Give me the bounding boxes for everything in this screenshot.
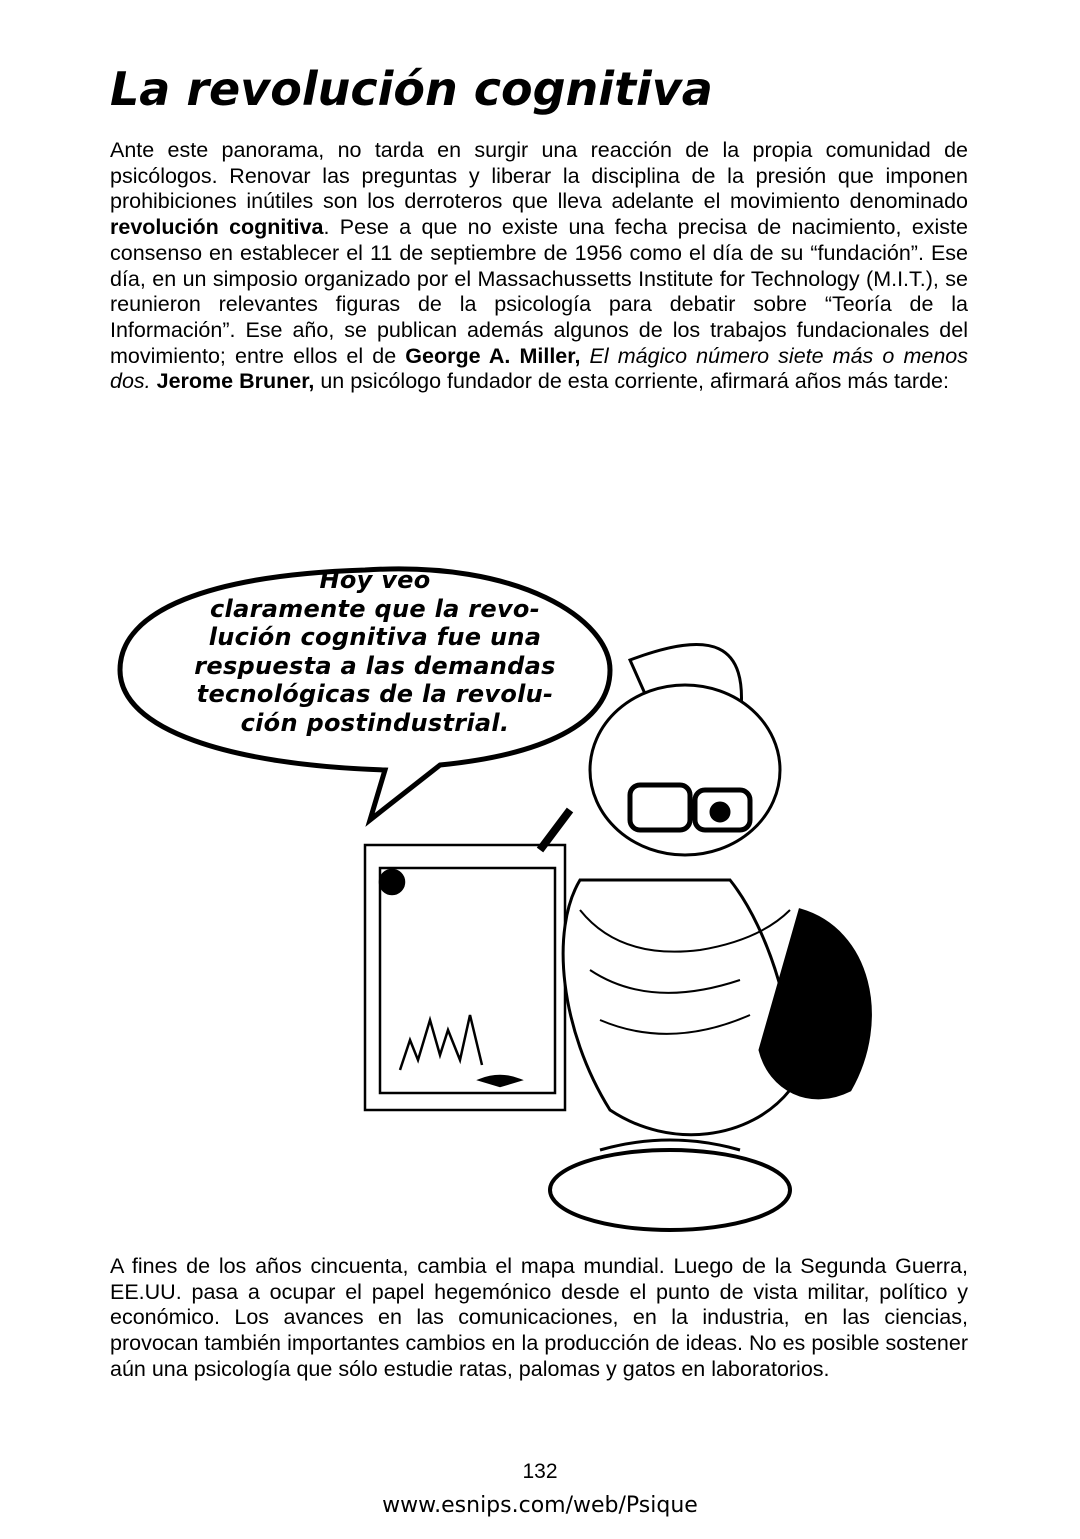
page-number: 132	[522, 1460, 558, 1483]
context-paragraph: A fines de los años cincuenta, cambia el mapa mundial. Luego de la Segunda Guerra, EE.UU. pasa a ocupar el papel hegemónico desde el punto de vista militar, político y económico. Los avances en las comunicaciones, en la industria, en las ciencias, provocan también importantes cambios en la producción de ideas. No es posible sostener aún una psicología que sólo estudie ratas, palomas y gatos en laboratorios.	[110, 1254, 968, 1381]
page-title: La revolución cognitiva	[110, 62, 713, 116]
bubble-line: lución cognitiva fue una	[208, 623, 542, 651]
footer-url: www.esnips.com/web/Psique	[382, 1493, 698, 1518]
text-run: Ante este panorama, no tarda en surgir una reacción de la propia comunidad de psicólogos. Renovar las preguntas y liberar la disciplina de la presión que imponen prohibiciones inútiles son los derroteros que lleva adelante el movimiento denominado	[110, 138, 968, 214]
bubble-line: respuesta a las demandas	[194, 651, 556, 680]
author-bruner: Jerome Bruner,	[156, 369, 315, 394]
term-revolucion-cognitiva: revolución cognitiva	[110, 215, 324, 240]
speech-bubble-text	[150, 566, 600, 737]
author-miller: George A. Miller,	[405, 343, 581, 368]
bubble-line: tecnológicas de la revolu-	[196, 680, 554, 708]
bubble-line: Hoy veo	[319, 566, 431, 594]
fireplace-icon	[365, 845, 565, 1110]
book-title: El mágico número siete más o menos dos.	[110, 343, 968, 394]
text-run: . Pese a que no existe una fecha precisa de nacimiento, existe consenso en establecer el 11 de septiembre de 1956 como el día de su “fundación”. Ese día, en un simposio organizado por el Massachussetts Institute for Technology (M.I.T.), se reunieron relevantes figuras de la psicología para debatir sobre “Teoría de la Información”. Ese año, se publican además algunos de los trabajos fundacionales del movimiento; entre ellos el de	[110, 215, 968, 368]
text-run: un psicólogo fundador de esta corriente, afirmará años más tarde:	[314, 369, 949, 394]
intro-paragraph	[110, 138, 968, 395]
bubble-line: claramente que la revo-	[210, 594, 540, 623]
bubble-line: ción postindustrial.	[240, 708, 510, 737]
